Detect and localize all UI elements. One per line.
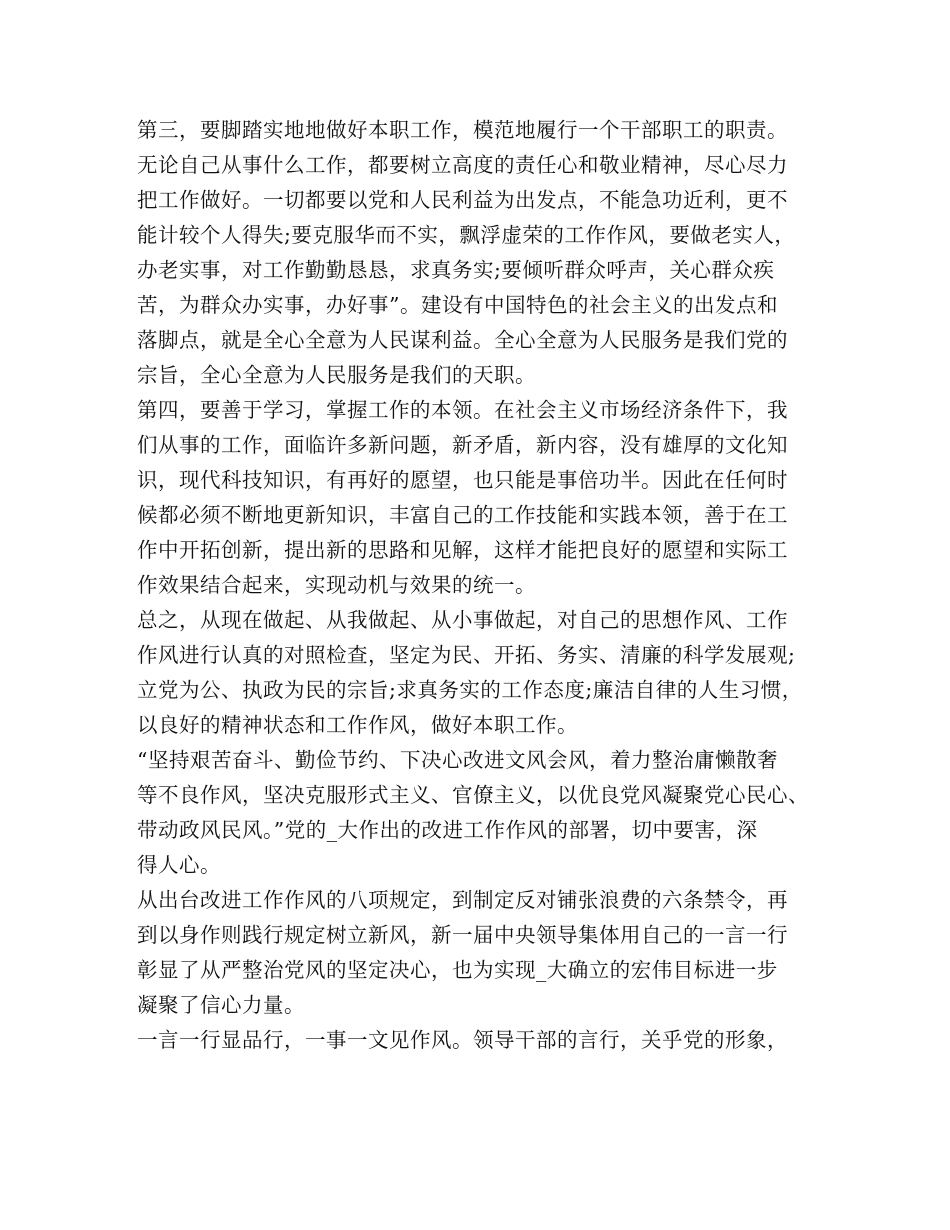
text-line: 落脚点，就是全心全意为人民谋利益。全心全意为人民服务是我们党的 [137,328,788,352]
text-line: 们从事的工作，面临许多新问题，新矛盾，新内容，没有雄厚的文化知 [137,433,788,457]
text-line: 苦，为群众办实事，办好事”。建设有中国特色的社会主义的出发点和 [137,293,778,317]
text-line: 无论自己从事什么工作，都要树立高度的责任心和敬业精神，尽心尽力 [137,153,788,177]
text-line: 等不良作风，坚决克服形式主义、官僚主义，以优良党风凝聚党心民心、 [137,783,809,807]
text-line: 把工作做好。一切都要以党和人民利益为出发点，不能急功近利，更不 [137,188,788,212]
text-line: 立党为公、执政为民的宗旨;求真务实的工作态度;廉洁自律的人生习惯， [137,678,803,702]
text-line: 总之，从现在做起、从我做起、从小事做起，对自己的思想作风、工作 [137,608,788,632]
document-body [137,113,817,1058]
text-line: 一言一行显品行，一事一文见作风。领导干部的言行，关乎党的形象， [137,1028,788,1052]
text-line: 作风进行认真的对照检查，坚定为民、开拓、务实、清廉的科学发展观; [137,643,796,667]
text-line: 以良好的精神状态和工作作风，做好本职工作。 [137,713,578,737]
text-line: 作中开拓创新，提出新的思路和见解，这样才能把良好的愿望和实际工 [137,538,788,562]
text-line: 凝聚了信心力量。 [137,993,305,1017]
text-line: 彰显了从严整治党风的坚定决心，也为实现_大确立的宏伟目标进一步 [137,958,778,982]
text-line: 宗旨，全心全意为人民服务是我们的天职。 [137,363,536,387]
text-line: 第四，要善于学习，掌握工作的本领。在社会主义市场经济条件下，我 [137,398,788,422]
text-line: 作效果结合起来，实现动机与效果的统一。 [137,573,536,597]
text-line: 办老实事，对工作勤勤恳恳，求真务实;要倾听群众呼声，关心群众疾 [137,258,775,282]
text-line: “坚持艰苦奋斗、勤俭节约、下决心改进文风会风，着力整治庸懒散奢 [137,748,778,772]
text-line: 候都必须不断地更新知识，丰富自己的工作技能和实践本领，善于在工 [137,503,788,527]
text-line: 识，现代科技知识，有再好的愿望，也只能是事倍功半。因此在任何时 [137,468,788,492]
text-line: 第三，要脚踏实地地做好本职工作，模范地履行一个干部职工的职责。 [137,118,788,142]
text-line: 带动政风民风。”党的_大作出的改进工作作风的部署，切中要害，深 [137,818,758,842]
text-line: 能计较个人得失;要克服华而不实，飘浮虚荣的工作作风，要做老实人， [137,223,796,247]
text-line: 到以身作则践行规定树立新风，新一届中央领导集体用自己的一言一行 [137,923,788,947]
text-line: 得人心。 [137,853,221,877]
text-line: 从出台改进工作作风的八项规定，到制定反对铺张浪费的六条禁令，再 [137,888,788,912]
